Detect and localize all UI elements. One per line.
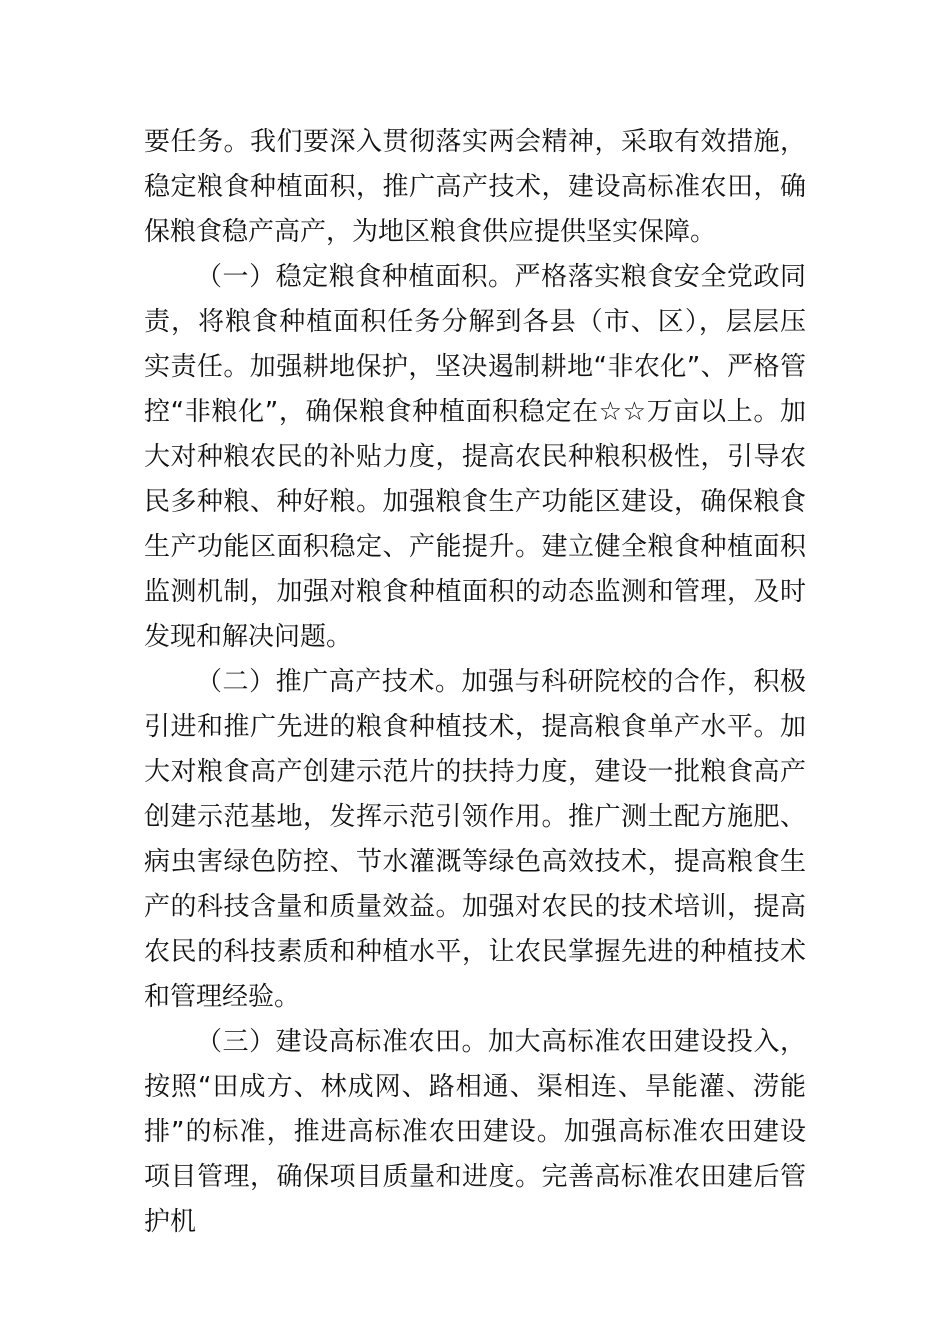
paragraph-section-1: （一）稳定粮食种植面积。严格落实粮食安全党政同责，将粮食种植面积任务分解到各县（市、区），层层压实责任。加强耕地保护，坚决遏制耕地“非农化”、严格管控“非粮化”，确保粮食种植面积稳定在☆☆万亩以上。加大对种粮农民的补贴力度，提高农民种粮积极性，引导农民多种粮、种好粮。加强粮食生产功能区建设，确保粮食生产功能区面积稳定、产能提升。建立健全粮食种植面积监测机制，加强对粮食种植面积的动态监测和管理，及时发现和解决问题。 bbox=[144, 262, 806, 652]
paragraph-section-3: （三）建设高标准农田。加大高标准农田建设投入，按照“田成方、林成网、路相通、渠相连、旱能灌、涝能排”的标准，推进高标准农田建设。加强高标准农田建设项目管理，确保项目质量和进度。完善高标准农田建后管护机 bbox=[144, 1027, 806, 1237]
document-body bbox=[144, 120, 806, 1245]
paragraph-intro: 要任务。我们要深入贯彻落实两会精神，采取有效措施，稳定粮食种植面积，推广高产技术，建设高标准农田，确保粮食稳产高产，为地区粮食供应提供坚实保障。 bbox=[144, 127, 806, 247]
paragraph-section-2: （二）推广高产技术。加强与科研院校的合作，积极引进和推广先进的粮食种植技术，提高粮食单产水平。加大对粮食高产创建示范片的扶持力度，建设一批粮食高产创建示范基地，发挥示范引领作用。推广测土配方施肥、病虫害绿色防控、节水灌溉等绿色高效技术，提高粮食生产的科技含量和质量效益。加强对农民的技术培训，提高农民的科技素质和种植水平，让农民掌握先进的种植技术和管理经验。 bbox=[144, 667, 806, 1012]
